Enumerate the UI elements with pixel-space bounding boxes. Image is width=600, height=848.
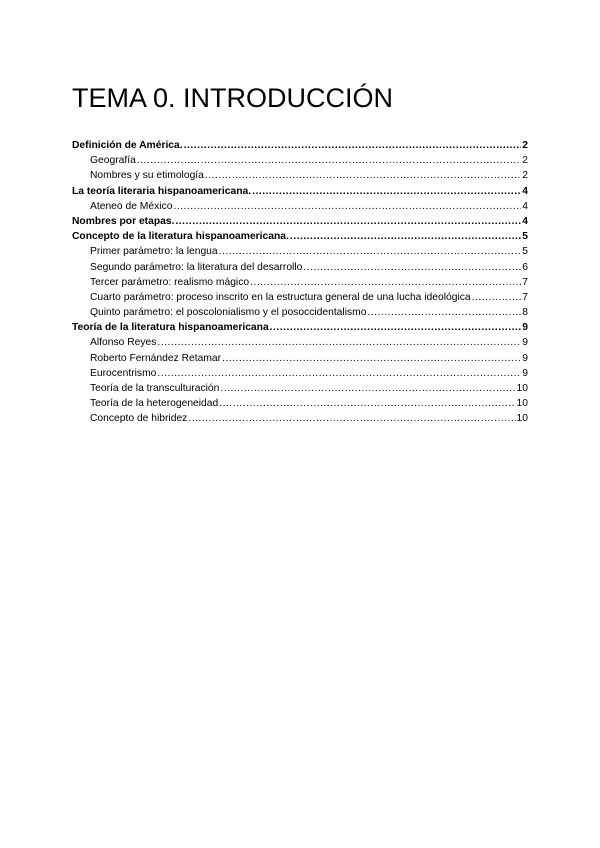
toc-entry-label: Primer parámetro: la lengua xyxy=(90,246,218,258)
toc-entry[interactable] xyxy=(72,244,528,259)
toc-entry[interactable] xyxy=(72,366,528,381)
toc-entry-label: La teoría literaria hispanoamericana. xyxy=(72,185,252,197)
toc-entry[interactable] xyxy=(72,335,528,350)
toc-entry-label: Quinto parámetro: el poscolonialismo y el posoccidentalismo xyxy=(90,307,367,319)
toc-page-number: 10 xyxy=(516,413,528,425)
toc-dot-leader xyxy=(205,168,521,183)
toc-page-number: 8 xyxy=(522,307,528,319)
toc-entry-label: Eurocentrismo xyxy=(90,367,157,379)
toc-entry[interactable] xyxy=(72,275,528,290)
toc-entry-label: Segundo parámetro: la literatura del desarrollo xyxy=(90,261,303,273)
toc-entry[interactable] xyxy=(72,320,528,335)
toc-page-number: 4 xyxy=(522,185,528,197)
toc-entry[interactable] xyxy=(72,229,528,244)
toc-entry[interactable] xyxy=(72,153,528,168)
toc-entry[interactable] xyxy=(72,290,528,305)
toc-page-number: 4 xyxy=(522,200,528,212)
toc-entry[interactable] xyxy=(72,184,528,199)
toc-page-number: 9 xyxy=(522,367,528,379)
toc-entry[interactable] xyxy=(72,260,528,275)
toc-page-number: 6 xyxy=(522,261,528,273)
toc-dot-leader xyxy=(219,396,515,411)
toc-entry-label: Cuarto parámetro: proceso inscrito en la estructura general de una lucha ideológica xyxy=(90,291,471,303)
toc-entry[interactable] xyxy=(72,214,528,229)
toc-dot-leader xyxy=(472,290,522,305)
toc-dot-leader xyxy=(290,229,521,244)
toc-page-number: 9 xyxy=(522,337,528,349)
toc-dot-leader xyxy=(188,411,515,426)
toc-page-number: 5 xyxy=(522,231,528,243)
toc-dot-leader xyxy=(157,335,521,350)
toc-entry-label: Concepto de hibridez xyxy=(90,413,188,425)
toc-dot-leader xyxy=(219,244,522,259)
toc-dot-leader xyxy=(173,199,521,214)
toc-page-number: 7 xyxy=(522,291,528,303)
toc-dot-leader xyxy=(250,275,521,290)
toc-page-number: 5 xyxy=(522,246,528,258)
toc-entry[interactable] xyxy=(72,199,528,214)
toc-page-number: 10 xyxy=(516,398,528,410)
toc-entry-label: Teoría de la transculturación xyxy=(90,383,220,394)
toc-entry[interactable] xyxy=(72,351,528,366)
toc-page-number: 9 xyxy=(522,352,528,364)
toc-entry-label: Nombres y su etimología xyxy=(90,170,204,182)
toc-dot-leader xyxy=(137,153,521,168)
toc-entry-label: Teoría de la literatura hispanoamericana xyxy=(72,322,269,334)
toc-dot-leader xyxy=(270,320,522,335)
toc-entry[interactable] xyxy=(72,305,528,320)
page-title: TEMA 0. INTRODUCCIÓN xyxy=(72,83,394,113)
toc-dot-leader xyxy=(184,138,522,153)
toc-entry-label: Ateneo de México xyxy=(90,200,173,212)
toc-entry[interactable] xyxy=(72,411,528,426)
toc-entry-label: Alfonso Reyes xyxy=(90,337,157,349)
toc-entry-label: Nombres por etapas. xyxy=(72,215,175,227)
toc-entry-label: Concepto de la literatura hispanoamericana. xyxy=(72,231,289,243)
toc-entry-label: Geografía xyxy=(90,155,136,167)
toc-page-number: 2 xyxy=(522,140,528,151)
toc-dot-leader xyxy=(175,214,521,229)
toc-entry-label: Roberto Fernández Retamar xyxy=(90,352,222,364)
toc-entry[interactable] xyxy=(72,396,528,411)
toc-dot-leader xyxy=(252,184,521,199)
toc-dot-leader xyxy=(222,351,521,366)
toc-entry-label: Definición de América. xyxy=(72,140,183,151)
toc-dot-leader xyxy=(220,381,515,396)
toc-entry[interactable] xyxy=(72,138,528,153)
toc-page-number: 2 xyxy=(522,170,528,182)
toc-dot-leader xyxy=(367,305,521,320)
toc-page-number: 9 xyxy=(522,322,528,334)
toc-page-number: 10 xyxy=(516,383,528,394)
toc-page-number: 7 xyxy=(522,276,528,288)
toc-entry[interactable] xyxy=(72,381,528,396)
table-of-contents xyxy=(72,138,528,427)
toc-dot-leader xyxy=(157,366,521,381)
toc-page-number: 2 xyxy=(522,155,528,167)
toc-dot-leader xyxy=(303,260,521,275)
toc-entry-label: Tercer parámetro: realismo mágico xyxy=(90,276,250,288)
toc-entry-label: Teoría de la heterogeneidad xyxy=(90,398,219,410)
toc-entry[interactable] xyxy=(72,168,528,183)
toc-page-number: 4 xyxy=(522,215,528,227)
